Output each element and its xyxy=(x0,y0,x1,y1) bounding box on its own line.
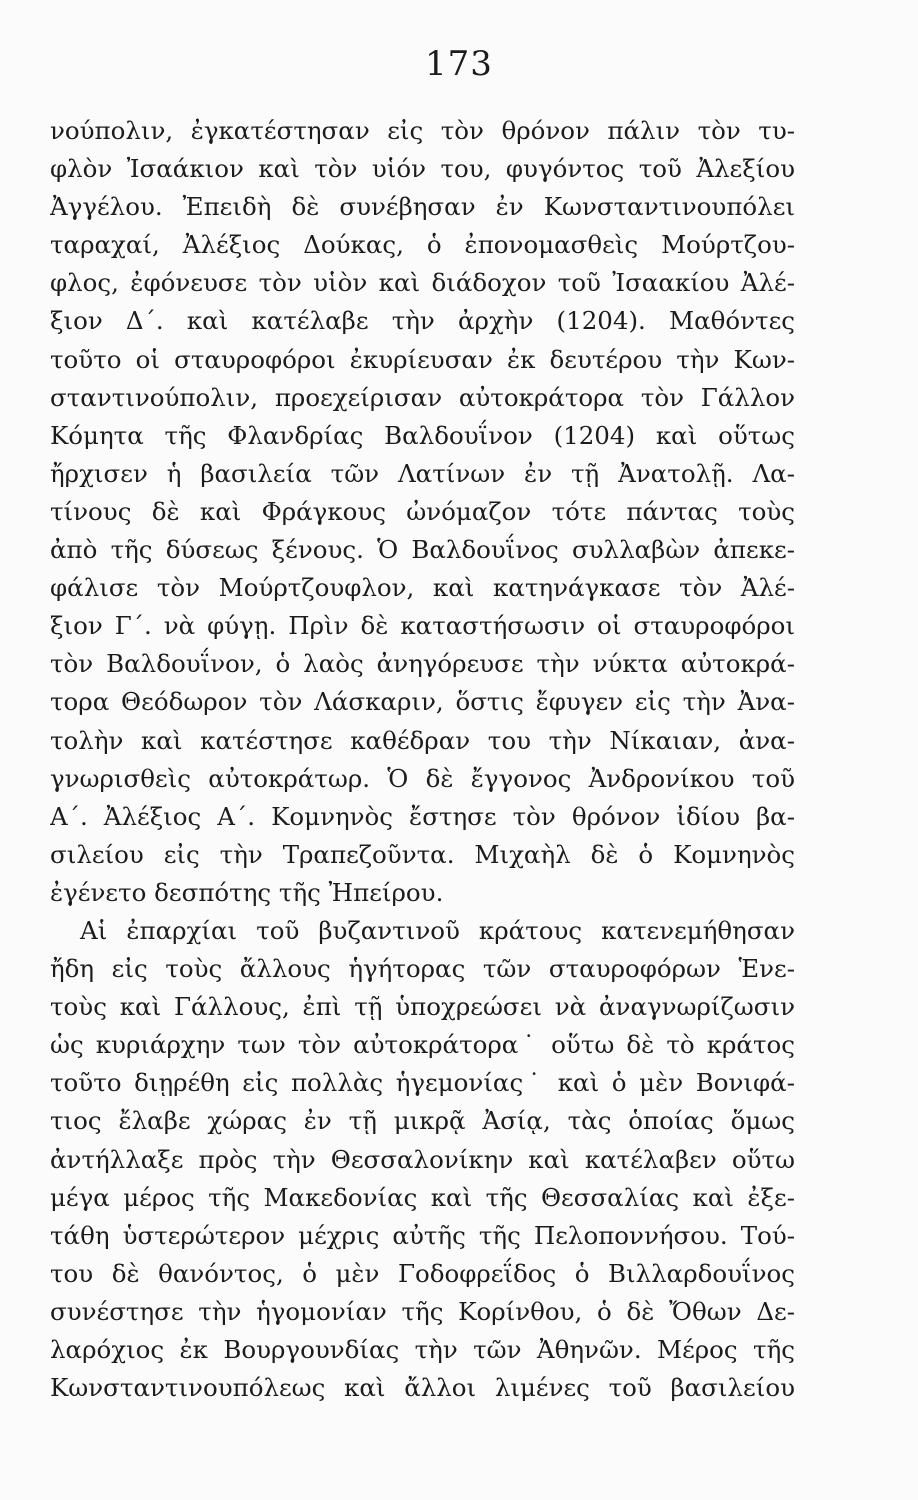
page-number: 173 xyxy=(425,44,493,84)
text-line: τοὺς καὶ Γάλλους, ἐπὶ τῇ ὑποχρεώσει νὰ ἀναγνωρίζωσιν xyxy=(50,992,795,1022)
text-line: ἤρχισεν ἡ βασιλεία τῶν Λατίνων ἐν τῇ Ἀνατολῇ. Λα- xyxy=(50,458,795,488)
text-line: γνωρισθεὶς αὐτοκράτωρ. Ὁ δὲ ἔγγονος Ἀνδρονίκου τοῦ xyxy=(50,763,795,793)
text-line: ἀντήλλαξε πρὸς τὴν Θεσσαλονίκην καὶ κατέλαβεν οὕτω xyxy=(50,1144,795,1174)
text-line: Α΄. Ἀλέξιος Α΄. Κομνηνὸς ἔστησε τὸν θρόνον ἰδίου βα- xyxy=(50,801,795,831)
text-line: τάθη ὑστερώτερον μέχρις αὐτῆς τῆς Πελοποννήσου. Τού- xyxy=(50,1220,795,1250)
text-line: φάλισε τὸν Μούρτζουφλον, καὶ κατηνάγκασε τὸν Ἀλέ- xyxy=(50,573,795,603)
text-line: τὸν Βαλδουΐνον, ὁ λαὸς ἀνηγόρευσε τὴν νύκτα αὐτοκρά- xyxy=(50,649,795,679)
text-line: ὡς κυριάρχην των τὸν αὐτοκράτορα˙ οὕτω δὲ τὸ κράτος xyxy=(50,1030,795,1060)
text-line: τιος ἔλαβε χώρας ἐν τῇ μικρᾷ Ἀσίᾳ, τὰς ὁποίας ὅμως xyxy=(50,1106,795,1136)
text-line: νούπολιν, ἐγκατέστησαν εἰς τὸν θρόνον πάλιν τὸν τυ- xyxy=(50,116,795,145)
text-line: τορα Θεόδωρον τὸν Λάσκαριν, ὅστις ἔφυγεν εἰς τὴν Ἀνα- xyxy=(50,687,795,717)
text-line: ἀπὸ τῆς δύσεως ξένους. Ὁ Βαλδουΐνος συλλαβὼν ἀπεκε- xyxy=(50,535,795,565)
text-line: τίνους δὲ καὶ Φράγκους ὠνόμαζον τότε πάντας τοὺς xyxy=(50,496,795,526)
paragraph-last-line: ἐγένετο δεσπότης τῆς Ἠπείρου. xyxy=(50,877,444,907)
text-line: συνέστησε τὴν ἡγομονίαν τῆς Κορίνθου, ὁ δὲ Ὄθων Δε- xyxy=(50,1296,795,1326)
text-line: φλος, ἐφόνευσε τὸν υἱὸν καὶ διάδοχον τοῦ Ἰσαακίου Ἀλέ- xyxy=(50,268,795,298)
text-line: ξιον Δ΄. καὶ κατέλαβε τὴν ἀρχὴν (1204). Μαθόντες xyxy=(50,306,795,336)
text-line: ἤδη εἰς τοὺς ἄλλους ἡγήτορας τῶν σταυροφόρων Ἑνε- xyxy=(50,954,795,984)
text-line: τοῦτο οἱ σταυροφόροι ἐκυρίευσαν ἐκ δευτέρου τὴν Κων- xyxy=(50,344,795,374)
text-line: φλὸν Ἰσαάκιον καὶ τὸν υἱόν του, φυγόντος τοῦ Ἀλεξίου xyxy=(50,154,795,184)
text-line: λαρόχιος ἐκ Βουργουνδίας τὴν τῶν Ἀθηνῶν. Μέρος τῆς xyxy=(50,1335,795,1364)
paragraph-first-line: Αἱ ἐπαρχίαι τοῦ βυζαντινοῦ κράτους κατενεμήθησαν xyxy=(80,915,795,945)
text-line: ξιον Γ΄. νὰ φύγῃ. Πρὶν δὲ καταστήσωσιν οἱ σταυροφόροι xyxy=(50,611,795,641)
text-line: ταραχαί, Ἀλέξιος Δούκας, ὁ ἐπονομασθεὶς Μούρτζου- xyxy=(50,230,795,260)
body-text xyxy=(50,112,795,1407)
text-line: τοῦτο διῃρέθη εἰς πολλὰς ἡγεμονίας˙ καὶ ὁ μὲν Βονιφά- xyxy=(50,1068,795,1098)
text-line: τολὴν καὶ κατέστησε καθέδραν του τὴν Νίκαιαν, ἀνα- xyxy=(50,725,795,755)
text-line: σιλείου εἰς τὴν Τραπεζοῦντα. Μιχαὴλ δὲ ὁ Κομνηνὸς xyxy=(50,839,795,869)
text-line: Ἀγγέλου. Ἐπειδὴ δὲ συνέβησαν ἐν Κωνσταντινουπόλει xyxy=(50,192,795,222)
text-line: Κόμητα τῆς Φλανδρίας Βαλδουΐνον (1204) καὶ οὕτως xyxy=(50,420,795,450)
text-line: μέγα μέρος τῆς Μακεδονίας καὶ τῆς Θεσσαλίας καὶ ἐξε- xyxy=(50,1182,795,1212)
text-line: του δὲ θανόντος, ὁ μὲν Γοδοφρεΐδος ὁ Βιλλαρδουΐνος xyxy=(50,1258,795,1288)
text-line: Κωνσταντινουπόλεως καὶ ἄλλοι λιμένες τοῦ βασιλείου xyxy=(50,1373,795,1403)
text-line: σταντινούπολιν, προεχείρισαν αὐτοκράτορα τὸν Γάλλον xyxy=(50,382,795,412)
